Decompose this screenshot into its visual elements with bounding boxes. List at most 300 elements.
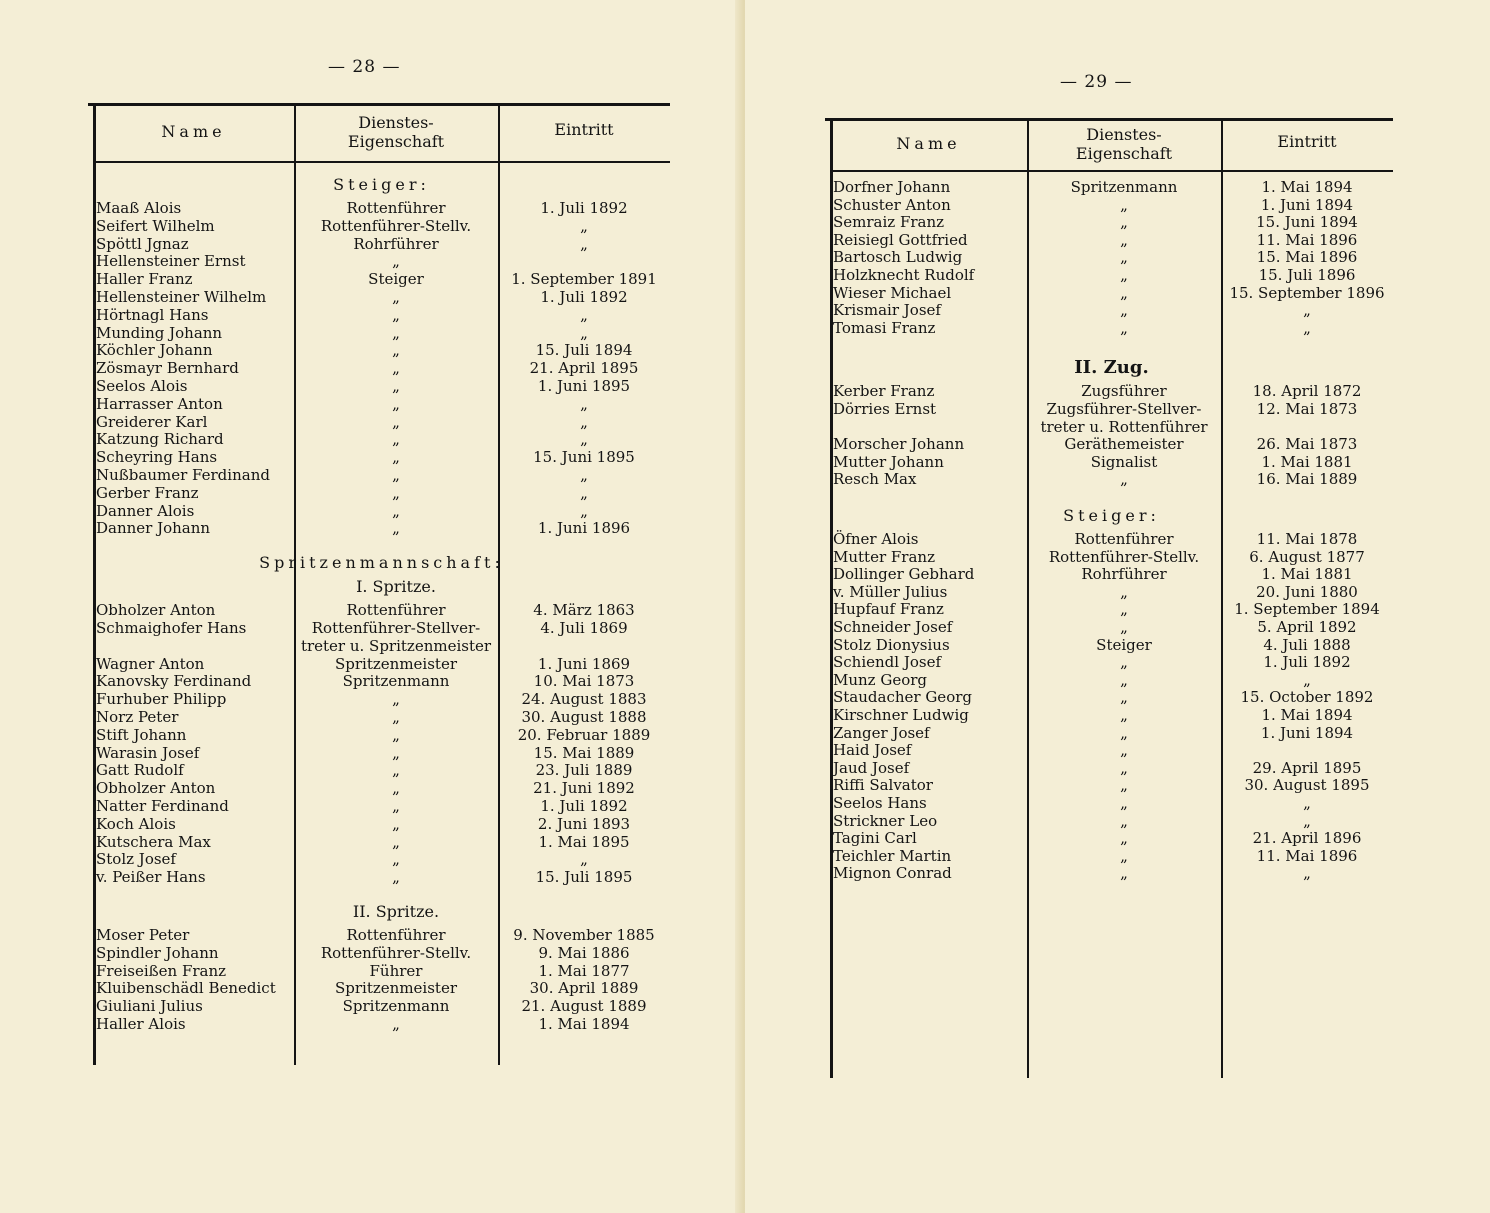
cell-name: Haller Franz bbox=[96, 270, 193, 289]
table-row bbox=[825, 548, 1393, 566]
cell-role: „ bbox=[392, 323, 400, 342]
table-row bbox=[825, 741, 1393, 759]
cell-entry: 26. Mai 1873 bbox=[1256, 435, 1358, 454]
cell-name: Morscher Johann bbox=[833, 435, 965, 454]
cell-role: „ bbox=[1120, 248, 1128, 267]
cell-entry: 1. Mai 1881 bbox=[1261, 565, 1353, 584]
cell-role: „ bbox=[392, 832, 400, 851]
cell-name: Seelos Hans bbox=[833, 794, 927, 812]
cell-entry: 21. August 1889 bbox=[521, 997, 647, 1016]
cell-name: Schneider Josef bbox=[833, 618, 953, 636]
cell-name: Mutter Franz bbox=[833, 547, 935, 566]
table-row bbox=[825, 565, 1393, 583]
table-row bbox=[88, 779, 670, 797]
cell-name: Giuliani Julius bbox=[96, 997, 203, 1016]
cell-name: Dollinger Gebhard bbox=[833, 565, 975, 584]
cell-entry: 30. August 1895 bbox=[1244, 776, 1370, 795]
table-row bbox=[825, 319, 1393, 337]
cell-role: „ bbox=[1120, 688, 1128, 707]
cell-role: „ bbox=[1120, 653, 1128, 672]
cell-role: „ bbox=[392, 519, 400, 538]
cell-role: „ bbox=[392, 483, 400, 502]
cell-role: „ bbox=[1120, 811, 1128, 830]
table-row bbox=[825, 213, 1393, 231]
cell-entry: 11. Mai 1896 bbox=[1256, 230, 1358, 249]
cell-role: Steiger bbox=[1096, 635, 1152, 654]
cell-name: Stolz Dionysius bbox=[833, 635, 950, 654]
cell-entry: 23. Juli 1889 bbox=[535, 761, 633, 780]
cell-role: „ bbox=[392, 359, 400, 378]
cell-role: Rottenführer bbox=[346, 199, 446, 217]
cell-name: Wagner Anton bbox=[96, 654, 205, 673]
cell-entry: „ bbox=[580, 412, 588, 431]
cell-role: „ bbox=[1120, 301, 1128, 320]
table-row bbox=[88, 744, 670, 762]
cell-entry: 21. Juni 1892 bbox=[533, 779, 635, 798]
cell-name: Tagini Carl bbox=[833, 829, 917, 848]
cell-name: Dorfner Johann bbox=[833, 178, 951, 196]
cell-role: Rottenführer-Stellv. bbox=[320, 216, 472, 235]
cell-entry: 1. Mai 1877 bbox=[538, 961, 630, 980]
table-row bbox=[825, 266, 1393, 284]
cell-name: Obholzer Anton bbox=[96, 779, 216, 798]
cell-role: Spritzenmeister bbox=[335, 654, 457, 673]
cell-entry: 21. April 1896 bbox=[1252, 829, 1362, 848]
table-row bbox=[825, 618, 1393, 636]
cell-role: „ bbox=[1120, 582, 1128, 601]
table-row bbox=[825, 583, 1393, 601]
table-row bbox=[88, 601, 670, 619]
cell-role: Rohrführer bbox=[1081, 565, 1167, 584]
table-row bbox=[88, 270, 670, 288]
cell-role: „ bbox=[392, 430, 400, 449]
cell-entry: 1. Juni 1894 bbox=[1260, 195, 1354, 214]
table-row bbox=[88, 997, 670, 1015]
cell-role: „ bbox=[392, 1015, 400, 1033]
cell-entry: 2. Juni 1893 bbox=[537, 814, 631, 833]
cell-role: „ bbox=[392, 341, 400, 360]
header-rule bbox=[830, 170, 1393, 172]
cell-role: Rottenführer bbox=[346, 926, 446, 944]
table-row bbox=[88, 797, 670, 815]
cell-role: Spritzenmeister bbox=[335, 979, 457, 998]
cell-role: Führer bbox=[369, 961, 423, 980]
cell-role: „ bbox=[392, 466, 400, 484]
cell-role: „ bbox=[1120, 618, 1128, 636]
cell-entry: 21. April 1895 bbox=[529, 359, 639, 378]
cell-name: Staudacher Georg bbox=[833, 688, 972, 707]
cell-entry: 16. Mai 1889 bbox=[1256, 470, 1358, 489]
cell-name: Seelos Alois bbox=[96, 377, 188, 395]
table-row bbox=[825, 864, 1393, 882]
cell-name: Köchler Johann bbox=[96, 341, 213, 360]
table-row bbox=[88, 708, 670, 726]
cell-role: Rottenführer-Stellv. bbox=[320, 943, 472, 962]
table-row bbox=[88, 944, 670, 962]
header-rule bbox=[93, 161, 670, 163]
cell-name: Semraiz Franz bbox=[833, 213, 945, 232]
cell-entry: 29. April 1895 bbox=[1252, 758, 1362, 777]
table-row bbox=[825, 759, 1393, 777]
table-row bbox=[88, 217, 670, 235]
cell-role: Rottenführer-Stellv. bbox=[1048, 547, 1200, 566]
table-row bbox=[825, 453, 1393, 471]
cell-role: „ bbox=[1120, 829, 1128, 848]
cell-role: treter u. Spritzenmeister bbox=[300, 636, 492, 655]
table-row bbox=[88, 1015, 670, 1033]
table-top-rule bbox=[825, 118, 1393, 121]
cell-role: „ bbox=[392, 377, 400, 395]
table-row bbox=[825, 284, 1393, 302]
cell-name: Dörries Ernst bbox=[833, 400, 937, 418]
cell-role: Zugsführer-Stellver- bbox=[1046, 400, 1202, 418]
cell-name: Norz Peter bbox=[96, 708, 179, 726]
cell-entry: 12. Mai 1873 bbox=[1256, 400, 1358, 418]
table-row bbox=[825, 600, 1393, 618]
header-entry: Eintritt bbox=[554, 120, 614, 139]
cell-role: „ bbox=[1120, 846, 1128, 865]
table-row bbox=[88, 199, 670, 217]
cell-entry: „ bbox=[1303, 864, 1311, 883]
table-row bbox=[825, 178, 1393, 196]
cell-entry: „ bbox=[580, 216, 588, 235]
table-row bbox=[825, 829, 1393, 847]
cell-entry: „ bbox=[580, 234, 588, 253]
cell-entry: 1. Juli 1892 bbox=[540, 288, 628, 306]
cell-entry: 15. Juni 1895 bbox=[533, 448, 635, 467]
cell-entry: 1. Mai 1894 bbox=[1261, 178, 1353, 196]
cell-entry: 4. Juli 1869 bbox=[540, 619, 628, 637]
cell-role: Rottenführer-Stellver- bbox=[311, 619, 481, 637]
cell-entry: 1. Juli 1892 bbox=[1263, 653, 1351, 672]
cell-role: „ bbox=[1120, 600, 1128, 619]
cell-entry: 4. März 1863 bbox=[533, 601, 635, 620]
cell-entry: 30. August 1888 bbox=[521, 708, 647, 726]
cell-name: Gerber Franz bbox=[96, 483, 199, 502]
cell-role: „ bbox=[392, 743, 400, 762]
cell-role: treter u. Rottenführer bbox=[1040, 417, 1208, 436]
table-row bbox=[88, 619, 670, 637]
cell-entry: 1. September 1891 bbox=[511, 270, 657, 289]
cell-name: Haid Josef bbox=[833, 741, 912, 760]
cell-entry: 1. Juni 1896 bbox=[537, 519, 631, 538]
table-row bbox=[88, 690, 670, 708]
cell-entry: „ bbox=[580, 323, 588, 342]
cell-role: „ bbox=[392, 252, 400, 271]
cell-name: Spöttl Jgnaz bbox=[96, 234, 189, 253]
table-row bbox=[88, 868, 670, 886]
table-row bbox=[825, 653, 1393, 671]
table-row bbox=[88, 815, 670, 833]
cell-entry: 9. November 1885 bbox=[513, 926, 655, 944]
cell-entry: „ bbox=[580, 483, 588, 502]
cell-role: Spritzenmann bbox=[342, 672, 450, 691]
cell-name: Kluibenschädl Benedict bbox=[96, 979, 276, 998]
cell-name: Maaß Alois bbox=[96, 199, 182, 217]
cell-entry: 15. Juli 1894 bbox=[535, 341, 633, 360]
cell-name: v. Müller Julius bbox=[833, 582, 948, 601]
cell-name: Haller Alois bbox=[96, 1015, 186, 1033]
cell-role: „ bbox=[392, 690, 400, 709]
cell-entry: 18. April 1872 bbox=[1252, 382, 1362, 401]
table-row bbox=[88, 926, 670, 944]
cell-entry: 4. Juli 1888 bbox=[1263, 635, 1351, 654]
cell-name: Jaud Josef bbox=[833, 758, 910, 777]
table-row bbox=[825, 400, 1393, 418]
cell-role: Rohrführer bbox=[353, 234, 439, 253]
table-row bbox=[88, 466, 670, 484]
cell-entry: 1. Mai 1881 bbox=[1261, 452, 1353, 471]
cell-role: „ bbox=[392, 761, 400, 780]
table-row bbox=[88, 850, 670, 868]
cell-name: Zösmayr Bernhard bbox=[96, 359, 239, 378]
cell-name: Furhuber Philipp bbox=[96, 690, 227, 709]
cell-role: „ bbox=[392, 501, 400, 520]
cell-role: Rottenführer bbox=[1074, 530, 1174, 548]
cell-role: „ bbox=[1120, 213, 1128, 232]
cell-role: „ bbox=[392, 814, 400, 833]
table-row bbox=[825, 418, 1393, 436]
cell-entry: 15. October 1892 bbox=[1240, 688, 1374, 707]
cell-role: „ bbox=[392, 868, 400, 887]
left-page bbox=[0, 0, 740, 1213]
cell-entry: 15. Juli 1896 bbox=[1258, 266, 1356, 284]
section-heading: Spritzenmannschaft: bbox=[259, 553, 504, 573]
cell-entry: 1. Juni 1895 bbox=[537, 377, 631, 395]
cell-role: „ bbox=[392, 412, 400, 431]
cell-name: Danner Alois bbox=[96, 501, 195, 520]
table-row bbox=[825, 301, 1393, 319]
header-name: Name bbox=[896, 134, 961, 153]
header-role: Dienstes- Eigenschaft bbox=[347, 113, 445, 151]
cell-entry: 15. September 1896 bbox=[1229, 283, 1385, 302]
section-heading: Steiger: bbox=[333, 175, 430, 194]
cell-role: „ bbox=[1120, 266, 1128, 284]
cell-name: Danner Johann bbox=[96, 519, 211, 538]
table-row bbox=[88, 288, 670, 306]
section-heading: Steiger: bbox=[1063, 506, 1160, 525]
cell-role: „ bbox=[392, 394, 400, 413]
cell-name: Nußbaumer Ferdinand bbox=[96, 466, 270, 484]
table-row bbox=[825, 847, 1393, 865]
cell-role: „ bbox=[1120, 864, 1128, 883]
table-row bbox=[825, 470, 1393, 488]
section-heading: II. Zug. bbox=[1074, 357, 1149, 379]
cell-entry: 30. April 1889 bbox=[529, 979, 639, 998]
header-role: Dienstes- Eigenschaft bbox=[1075, 125, 1173, 163]
cell-role: „ bbox=[1120, 723, 1128, 742]
cell-name: Stolz Josef bbox=[96, 850, 176, 869]
page-number: — 28 — bbox=[328, 57, 401, 77]
cell-name: Kerber Franz bbox=[833, 382, 935, 401]
cell-name: Spindler Johann bbox=[96, 943, 219, 962]
cell-role: „ bbox=[392, 725, 400, 744]
table-row bbox=[825, 724, 1393, 742]
cell-name: Schiendl Josef bbox=[833, 653, 942, 672]
cell-name: Reisiegl Gottfried bbox=[833, 230, 968, 249]
cell-entry: 1. Juli 1892 bbox=[540, 797, 628, 815]
cell-entry: 20. Juni 1880 bbox=[1256, 582, 1358, 601]
cell-role: „ bbox=[392, 797, 400, 815]
cell-entry: „ bbox=[1303, 811, 1311, 830]
table-row bbox=[825, 196, 1393, 214]
cell-role: Spritzenmann bbox=[1070, 178, 1178, 196]
table-row bbox=[825, 794, 1393, 812]
table-row bbox=[88, 761, 670, 779]
cell-entry: 6. August 1877 bbox=[1249, 547, 1365, 566]
cell-name: Stift Johann bbox=[96, 725, 187, 744]
cell-name: Munz Georg bbox=[833, 670, 928, 689]
cell-entry: 1. Mai 1895 bbox=[538, 832, 630, 851]
cell-entry: 20. Februar 1889 bbox=[517, 725, 651, 744]
cell-name: Scheyring Hans bbox=[96, 448, 218, 467]
table-row bbox=[825, 435, 1393, 453]
cell-role: Zugsführer bbox=[1081, 382, 1167, 401]
cell-role: „ bbox=[392, 305, 400, 324]
right-page bbox=[745, 0, 1490, 1213]
cell-name: Natter Ferdinand bbox=[96, 797, 229, 815]
table-row bbox=[825, 776, 1393, 794]
roster-table bbox=[88, 103, 670, 1065]
cell-entry: 24. August 1883 bbox=[521, 690, 647, 709]
table-row bbox=[88, 962, 670, 980]
cell-entry: „ bbox=[580, 501, 588, 520]
cell-name: Harrasser Anton bbox=[96, 394, 223, 413]
table-row bbox=[88, 395, 670, 413]
cell-role: „ bbox=[1120, 776, 1128, 795]
cell-entry: 15. Mai 1889 bbox=[533, 743, 635, 762]
cell-name: Hörtnagl Hans bbox=[96, 305, 209, 324]
cell-entry: „ bbox=[1303, 670, 1311, 689]
cell-entry: „ bbox=[580, 466, 588, 484]
cell-entry: „ bbox=[580, 394, 588, 413]
cell-name: Warasin Josef bbox=[96, 743, 200, 762]
cell-entry: „ bbox=[1303, 301, 1311, 320]
cell-entry: 1. Mai 1894 bbox=[538, 1015, 630, 1033]
page-number: — 29 — bbox=[1060, 72, 1133, 92]
cell-role: „ bbox=[392, 448, 400, 467]
section-heading: II. Spritze. bbox=[352, 902, 440, 921]
header-entry: Eintritt bbox=[1277, 132, 1337, 151]
cell-name: Zanger Josef bbox=[833, 723, 930, 742]
cell-role: „ bbox=[1120, 318, 1128, 337]
cell-entry: 1. Juli 1892 bbox=[540, 199, 628, 217]
table-row bbox=[825, 636, 1393, 654]
cell-name: Koch Alois bbox=[96, 814, 176, 833]
cell-name: Schuster Anton bbox=[833, 195, 951, 214]
table-row bbox=[825, 812, 1393, 830]
cell-entry: 1. Mai 1894 bbox=[1261, 706, 1353, 724]
cell-name: Bartosch Ludwig bbox=[833, 248, 963, 267]
cell-name: Riffi Salvator bbox=[833, 776, 933, 795]
cell-entry: 10. Mai 1873 bbox=[533, 672, 635, 691]
section-subheading: I. Spritze. bbox=[356, 577, 436, 597]
cell-name: Mignon Conrad bbox=[833, 864, 952, 883]
cell-role: „ bbox=[1120, 283, 1128, 302]
cell-name: Teichler Martin bbox=[833, 846, 952, 865]
cell-role: Geräthemeister bbox=[1064, 435, 1184, 454]
roster-table bbox=[825, 118, 1393, 1078]
cell-name: Hellensteiner Wilhelm bbox=[96, 288, 267, 306]
cell-name: Mutter Johann bbox=[833, 452, 944, 471]
cell-name: Krismair Josef bbox=[833, 301, 941, 320]
table-row bbox=[825, 671, 1393, 689]
cell-entry: „ bbox=[1303, 794, 1311, 812]
table-row bbox=[88, 519, 670, 537]
cell-role: „ bbox=[392, 779, 400, 798]
cell-entry: 11. Mai 1896 bbox=[1256, 846, 1358, 865]
table-row bbox=[88, 484, 670, 502]
table-row bbox=[88, 430, 670, 448]
table-row bbox=[88, 979, 670, 997]
table-row bbox=[825, 382, 1393, 400]
cell-role: „ bbox=[1120, 230, 1128, 249]
cell-name: Greiderer Karl bbox=[96, 412, 208, 431]
cell-entry: 15. Juli 1895 bbox=[535, 868, 633, 887]
cell-entry: „ bbox=[580, 305, 588, 324]
cell-name: Freiseißen Franz bbox=[96, 961, 227, 980]
cell-entry: „ bbox=[580, 430, 588, 449]
cell-entry: 11. Mai 1878 bbox=[1256, 530, 1358, 548]
cell-role: „ bbox=[1120, 794, 1128, 812]
table-top-rule bbox=[88, 103, 670, 106]
cell-role: „ bbox=[392, 288, 400, 306]
cell-name: Kirschner Ludwig bbox=[833, 706, 969, 724]
cell-entry: 1. September 1894 bbox=[1234, 600, 1380, 619]
cell-role: „ bbox=[1120, 195, 1128, 214]
cell-name: Kanovsky Ferdinand bbox=[96, 672, 252, 691]
table-row bbox=[88, 252, 670, 270]
cell-entry: „ bbox=[580, 850, 588, 869]
cell-role: Rottenführer bbox=[346, 601, 446, 620]
cell-role: „ bbox=[392, 708, 400, 726]
cell-name: v. Peißer Hans bbox=[96, 868, 206, 887]
table-row bbox=[88, 672, 670, 690]
table-row bbox=[825, 530, 1393, 548]
table-row bbox=[88, 377, 670, 395]
cell-name: Tomasi Franz bbox=[833, 318, 936, 337]
cell-name: Kutschera Max bbox=[96, 832, 211, 851]
cell-role: „ bbox=[1120, 470, 1128, 489]
table-row bbox=[88, 502, 670, 520]
cell-entry: 15. Mai 1896 bbox=[1256, 248, 1358, 267]
table-row bbox=[825, 248, 1393, 266]
header-name: Name bbox=[161, 122, 226, 141]
table-row bbox=[88, 359, 670, 377]
cell-role: Signalist bbox=[1090, 452, 1158, 471]
table-row bbox=[88, 655, 670, 673]
cell-role: Steiger bbox=[368, 270, 424, 289]
cell-name: Resch Max bbox=[833, 470, 917, 489]
table-row bbox=[88, 235, 670, 253]
cell-role: Spritzenmann bbox=[342, 997, 450, 1016]
table-row bbox=[825, 688, 1393, 706]
table-row bbox=[88, 306, 670, 324]
table-row bbox=[825, 706, 1393, 724]
table-row bbox=[88, 833, 670, 851]
cell-entry: 1. Juni 1894 bbox=[1260, 723, 1354, 742]
cell-name: Hellensteiner Ernst bbox=[96, 252, 246, 271]
cell-entry: 9. Mai 1886 bbox=[538, 943, 630, 962]
table-row bbox=[88, 341, 670, 359]
cell-name: Öfner Alois bbox=[833, 530, 919, 548]
table-row bbox=[825, 231, 1393, 249]
cell-role: „ bbox=[1120, 741, 1128, 760]
cell-name: Strickner Leo bbox=[833, 811, 938, 830]
cell-role: „ bbox=[1120, 758, 1128, 777]
cell-name: Seifert Wilhelm bbox=[96, 216, 215, 235]
cell-name: Obholzer Anton bbox=[96, 601, 216, 620]
